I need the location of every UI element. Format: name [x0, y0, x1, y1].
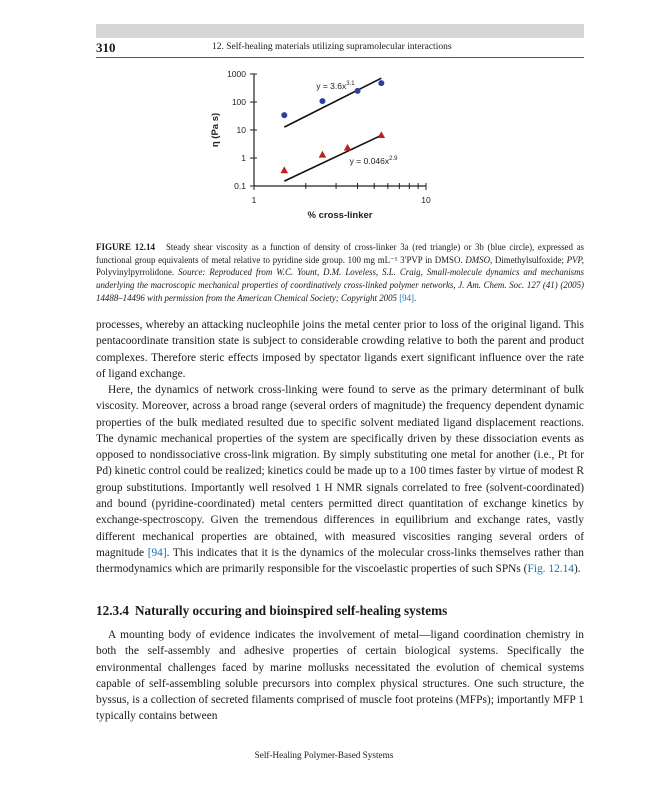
- paragraph-2-text-a: Here, the dynamics of network cross-linking were found to serve as the primary determinant of bulk viscosity. Moreover, across a broad range (several orders of magnitude) the frequency dependent dynamic properties of the bulk mediated resulted due to specific solvent mediated ligand displacement reactions. The dynamic mechanical properties of the system are specifically driven by these dissociation events as opposed to nondissociative cross-link migration. By simply substituting one metal for another (i.e., Pt for Pd) kinetic control could be realized; kinetics could be made up to a 100 times faster by virtue of modest R group substitutions. Importantly well resolved 1 H NMR signals correlated to free (solvent-coordinated) and bound (pyridine-coordinated) metal centers permitted direct quantitation of exchange kinetics by exchange-spectroscopy. Given the tremendous differences in equilibrium and exchange rates, vastly different mechanical properties are obtained, with measured viscosities ranging several orders of magnitude: [96, 384, 584, 559]
- section-title: Naturally occuring and bioinspired self-healing systems: [134, 603, 448, 618]
- paragraph-3: A mounting body of evidence indicates the involvement of metal—ligand coordination chemistry in both the self-assembly and adhesive properties of certain biological systems. Specifically the environmental challenges faced by marine mollusks necessitated the evolution of chemical systems capable of self-assembling soluble precursors into complex physical structures. One such structure, the byssus, is a collection of secreted filaments comprised of muscle foot proteins (MFPs); importantly MFP 1 typically contains between: [96, 629, 584, 723]
- data-point-triangle: [319, 151, 327, 158]
- y-axis-label: η (Pa s): [210, 112, 221, 148]
- header-bar: [96, 24, 584, 38]
- caption-citation-link[interactable]: [94]: [399, 292, 414, 303]
- y-tick-label: 10: [236, 125, 246, 135]
- figure-caption: [96, 241, 584, 305]
- fit-equation-2: $y = 0.046x^{2.9}$: [349, 156, 398, 167]
- header-rule: [96, 57, 584, 58]
- figure-reference-link[interactable]: Fig. 12.14: [527, 563, 575, 576]
- y-tick-label: 0.1: [234, 181, 246, 191]
- paragraph-2: [96, 382, 584, 578]
- paragraph-2-text-c: ).: [574, 563, 581, 576]
- data-point-circle: [378, 80, 384, 86]
- data-point-triangle: [378, 131, 386, 138]
- data-point-triangle: [280, 166, 288, 173]
- caption-pvp-def: Polyvinylpyrrolidone.: [96, 267, 179, 278]
- viscosity-chart: [196, 64, 446, 222]
- caption-end: .: [414, 292, 417, 303]
- x-tick-label: 10: [421, 195, 431, 205]
- section-number: 12.3.4: [96, 603, 129, 618]
- page-number: 310: [96, 40, 116, 55]
- running-head: 12. Self-healing materials utilizing supramolecular interactions: [212, 42, 452, 52]
- y-tick-label: 1: [241, 153, 246, 163]
- data-point-circle: [319, 98, 325, 104]
- caption-abbr-pvp: PVP,: [566, 254, 584, 265]
- fit-equation-1: $y = 3.6x^{3.1}$: [316, 81, 355, 92]
- paragraph-1: processes, whereby an attacking nucleophile joins the metal center prior to loss of the original ligand. This pentacoordinate transition state is subject to considerable crowding relative to both the parent and product complexes. Therefore steric effects imposed by spectator ligands exert significant influence over the rate of ligand exchange.: [96, 319, 584, 380]
- caption-text: Steady shear viscosity as a function of density of cross-linker 3a (red triangle) or 3b (blue circle), expressed as functional group equivalents of metal relative to pyridine side group. 100 mg mL⁻¹ 3′PVP in DMSO.: [96, 242, 584, 265]
- data-point-circle: [281, 112, 287, 118]
- y-tick-label: 100: [231, 97, 246, 107]
- paragraph-2-text-b: . This indicates that it is the dynamics of the molecular cross-links themselves rather than thermodynamics which are primarily responsible for the viscoelastic properties of such SPNs (: [96, 546, 585, 576]
- x-tick-label: 1: [251, 195, 257, 205]
- figure-label: FIGURE 12.14: [96, 242, 155, 252]
- y-tick-label: 1000: [227, 69, 246, 79]
- page-footer: Self-Healing Polymer-Based Systems: [254, 750, 394, 760]
- caption-source: Source: Reproduced from W.C. Yount, D.M. Loveless, S.L. Craig, Small-molecule dynamics and mechanisms underlying the macroscopic mechanical properties of coordinatively cross-linked polymer networks, J. Am. Chem. Soc. 127 (41) (2005) 14488–14496 with permission from the American Chemical Society; Copyright 2005: [96, 267, 584, 303]
- data-point-triangle: [344, 144, 352, 151]
- caption-dmso-def: Dimethylsulfoxide;: [492, 254, 567, 265]
- section-heading: [96, 603, 447, 619]
- data-point-circle: [355, 88, 361, 94]
- caption-abbr-dmso: DMSO,: [465, 254, 493, 265]
- paragraph-2-citation-link[interactable]: [94]: [147, 546, 167, 559]
- x-axis-label: % cross-linker: [307, 210, 373, 221]
